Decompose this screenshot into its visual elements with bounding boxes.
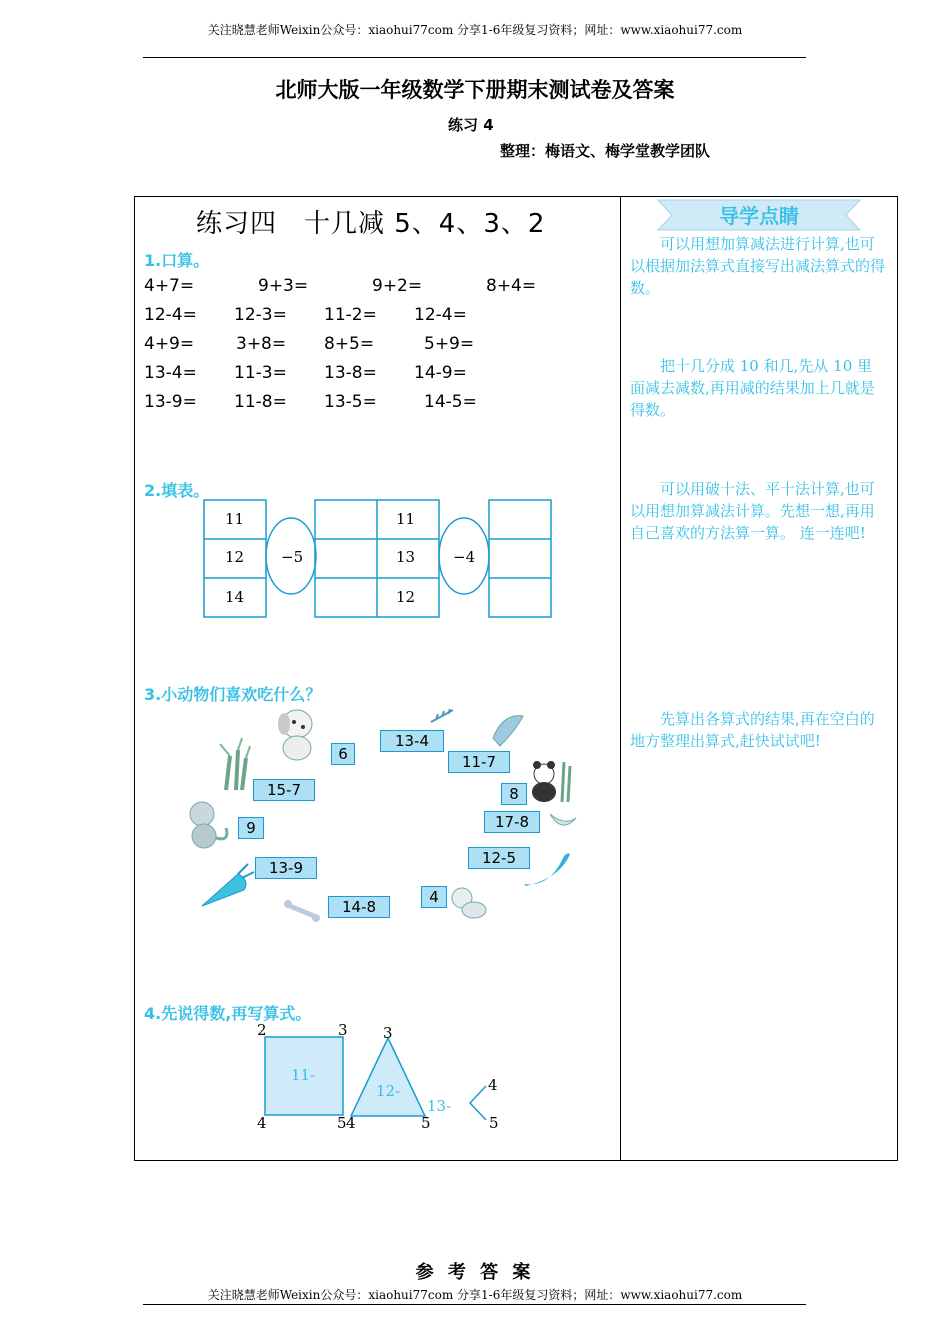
right-value-3: 12 [396, 588, 416, 606]
panda-icon [528, 756, 574, 804]
section-2-title: 2.填表。 [144, 481, 210, 500]
equation-r1-c4: 8+4= [486, 276, 537, 296]
equation-r4-c1: 13-4= [144, 363, 197, 383]
header-rule [143, 57, 806, 58]
fork-top: 4 [488, 1076, 498, 1094]
equation-r1-c3: 9+2= [372, 276, 423, 296]
right-value-1: 11 [396, 510, 416, 528]
credit: 整理：梅语文、梅学堂教学团队 [500, 142, 711, 160]
guide-banner: 导学点睛 [719, 204, 799, 228]
left-operator: −5 [281, 548, 304, 566]
answer-box-6: 6 [331, 743, 355, 765]
banana-icon [546, 806, 580, 836]
equation-r5-c3: 13-5= [324, 392, 377, 412]
cat-icon [448, 882, 488, 920]
column-divider [620, 196, 621, 1161]
equation-r5-c1: 13-9= [144, 392, 197, 412]
equation-r2-c3: 11-2= [324, 305, 377, 325]
expression-box-12-5: 12-5 [468, 847, 530, 869]
bird-icon [488, 708, 528, 750]
equation-r2-c1: 12-4= [144, 305, 197, 325]
left-value-2: 12 [225, 548, 245, 566]
section-3-title: 3.小动物们喜欢吃什么？ [144, 685, 322, 704]
tip-3: 可以用破十法、平十法计算,也可以用想加算减法计算。先想一想,再用自己喜欢的方法算一算。 连一连吧! [630, 480, 875, 542]
left-value-1: 11 [225, 510, 245, 528]
section-1-title: 1.口算。 [144, 251, 210, 270]
tip-2: 把十几分成 10 和几,先从 10 里面减去减数,再用减的结果加上几就是得数。 [630, 357, 875, 419]
square-bl: 4 [257, 1114, 267, 1132]
triangle-top: 3 [383, 1024, 393, 1042]
equation-r3-c4: 5+9= [424, 334, 475, 354]
equation-r4-c3: 13-8= [324, 363, 377, 383]
carrot-icon [198, 860, 256, 910]
page-header: 关注晓慧老师Weixin公众号：xiaohui77com 分享1-6年级复习资料；网址：www.xiaohui77.com [207, 23, 743, 37]
expression-box-13-4: 13-4 [380, 730, 444, 752]
fork-bottom: 5 [489, 1114, 499, 1132]
right-value-2: 13 [396, 548, 416, 566]
right-operator: −4 [453, 548, 476, 566]
page-title: 北师大版一年级数学下册期末测试卷及答案 [275, 78, 675, 102]
answer-box-9: 9 [238, 817, 264, 839]
square-tl: 2 [257, 1021, 267, 1039]
square-tr: 3 [338, 1021, 348, 1039]
subtitle: 练习 4 [448, 116, 494, 134]
square-br: 5 [337, 1114, 347, 1132]
page-footer: 关注晓慧老师Weixin公众号：xiaohui77com 分享1-6年级复习资料；网址：www.xiaohui77.com [207, 1288, 743, 1302]
equation-r2-c2: 12-3= [234, 305, 287, 325]
answer-box-4: 4 [421, 886, 447, 908]
fill-table-diagram [200, 496, 560, 622]
equation-r5-c2: 11-8= [234, 392, 287, 412]
lesson-title: 练习四 十几减 5、4、3、2 [196, 209, 546, 239]
fish-bone-icon [428, 704, 458, 728]
triangle-bl: 4 [346, 1114, 356, 1132]
answers-heading: 参 考 答 案 [415, 1262, 535, 1283]
left-value-3: 14 [225, 588, 245, 606]
equation-r3-c3: 8+5= [324, 334, 375, 354]
tip-1: 可以用想加算减法进行计算,也可以根据加法算式直接写出减法算式的得数。 [630, 235, 886, 297]
bamboo-icon [216, 736, 252, 792]
equation-r4-c4: 14-9= [414, 363, 467, 383]
footer-rule [143, 1304, 806, 1305]
tip-4: 先算出各算式的结果,再在空白的地方整理出算式,赶快试试吧! [630, 710, 875, 750]
equation-r1-c2: 9+3= [258, 276, 309, 296]
expression-box-14-8: 14-8 [328, 896, 390, 918]
triangle-center: 12- [376, 1082, 401, 1100]
triangle-br: 5 [421, 1114, 431, 1132]
expression-box-15-7: 15-7 [253, 779, 315, 801]
dog-icon [270, 702, 324, 764]
equation-r5-c4: 14-5= [424, 392, 477, 412]
expression-box-17-8: 17-8 [484, 811, 540, 833]
expression-box-13-9: 13-9 [255, 857, 317, 879]
answer-box-8: 8 [501, 783, 527, 805]
monkey-icon [180, 798, 232, 852]
equation-r2-c4: 12-4= [414, 305, 467, 325]
section-4-title: 4.先说得数,再写算式。 [144, 1004, 312, 1023]
equation-r3-c1: 4+9= [144, 334, 195, 354]
bone-icon [282, 898, 322, 924]
fork-label: 13- [427, 1097, 452, 1115]
square-center: 11- [291, 1066, 316, 1084]
expression-box-11-7: 11-7 [448, 751, 510, 773]
equation-r4-c2: 11-3= [234, 363, 287, 383]
equation-r3-c2: 3+8= [236, 334, 287, 354]
equation-r1-c1: 4+7= [144, 276, 195, 296]
